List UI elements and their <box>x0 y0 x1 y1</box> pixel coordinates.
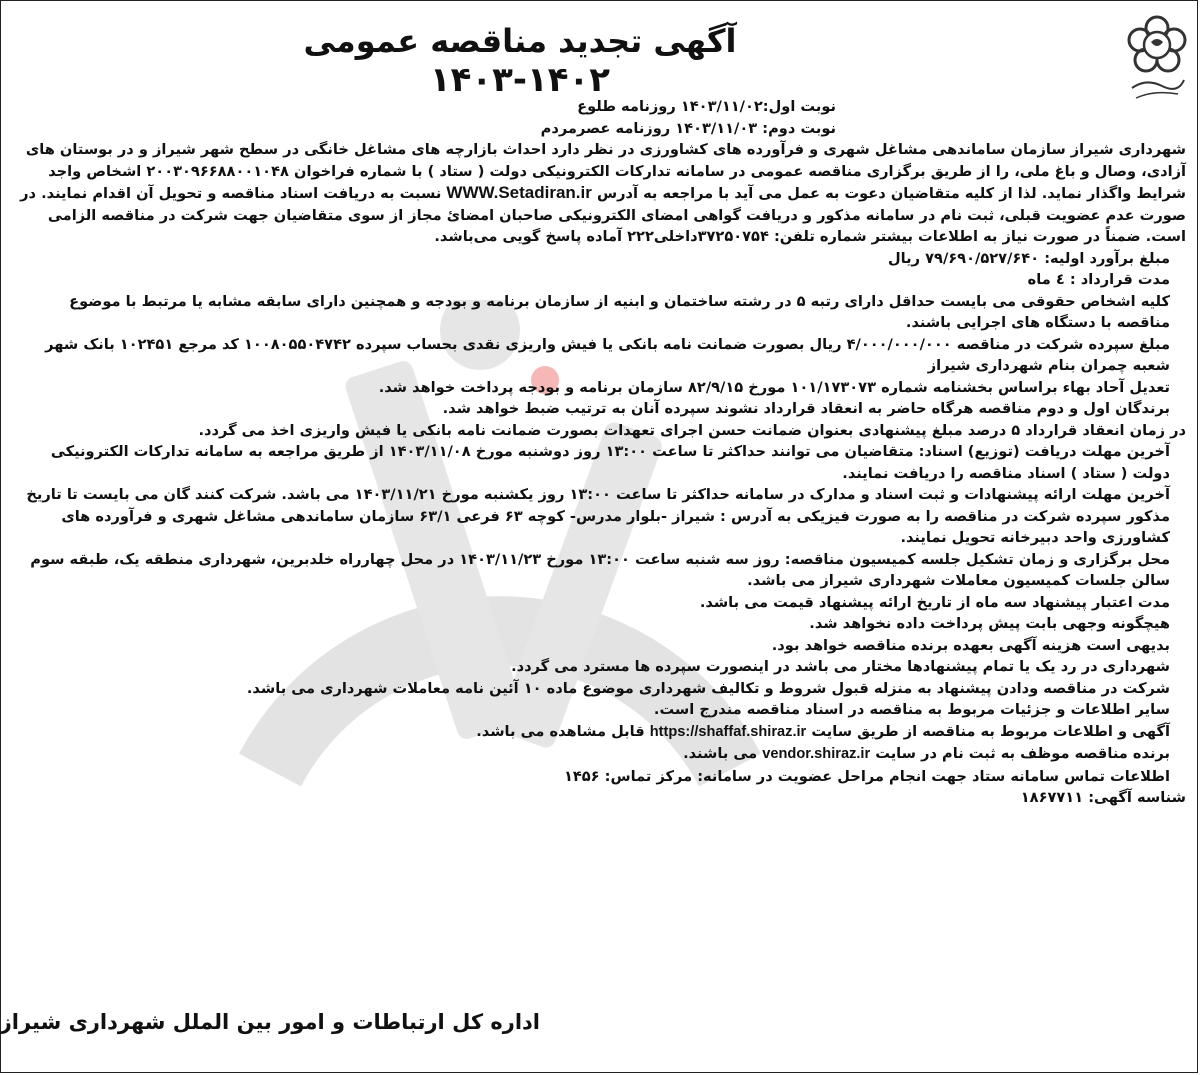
other-info-line: سایر اطلاعات و جزئیات مربوط به مناقصه در اسناد مناقصه مندرج است. <box>653 701 1170 718</box>
vendor-post: می باشند. <box>683 745 758 762</box>
signature-line: اداره کل ارتباطات و امور بین الملل شهرداری شیراز <box>0 1010 540 1034</box>
shaffaf-post: قابل مشاهده می باشد. <box>476 722 645 740</box>
estimate-line: مبلغ برآورد اولیه: ۷۹/۶۹۰/۵۲۷/۶۴۰ ریال <box>888 249 1170 267</box>
deposit-paragraph: مبلغ سپرده شرکت در مناقصه ۴/۰۰۰/۰۰۰/۰۰۰ ریال بصورت ضمانت نامه بانکی یا فیش واریزی نقدی بحساب سپرده ۱۰۰۸۰۵۵۰۴۷۴۲ کد مرجع ۱۰۲۴۵۱ بانک شهر شعبه چمران بنام شهرداری شیراز <box>45 335 1170 374</box>
ad-id-line: شناسه آگهی: ۱۸۶۷۷۱۱ <box>1020 789 1186 806</box>
opening-paragraph: محل برگزاری و زمان تشکیل جلسه کمیسیون مناقصه: روز سه شنبه ساعت ۱۳:۰۰ مورخ ۱۴۰۳/۱۱/۲۳ در محل چهارراه خلدبرین، شهرداری منطقه یک، طبقه سوم سالن جلسات کمیسیون معاملات شهرداری شیراز می باشد. <box>30 550 1170 589</box>
intro-paragraph <box>16 139 1186 248</box>
prepayment-line: هیچگونه وجهی بابت پیش پرداخت داده نخواهد شد. <box>809 615 1170 632</box>
publication-first: نوبت اول:۱۴۰۳/۱۱/۰۲ روزنامه طلوع <box>577 98 836 115</box>
submit-deadline-paragraph: آخرین مهلت ارائه پیشنهادات و ثبت اسناد و مدارک در سامانه حداکثر تا ساعت ۱۳:۰۰ روز یکشنبه مورخ ۱۴۰۳/۱۱/۲۱ می باشد. شرکت کنند گان می بایست تا تاریخ مذکور سپرده شرکت در مناقصه را به صورت فیزیکی به آدرس : شیراز -بلوار مدرس- کوچه ۶۳ فرعی ۶۳/۱ سازمان ساماندهی مشاغل شهری و فرآورده های کشاورزی واحد دبیرخانه تحویل نمایند. <box>26 486 1170 546</box>
acceptance-line: شرکت در مناقصه ودادن پیشنهاد به منزله قبول شروط و تکالیف شهرداری موضوع ماده ۱۰ آئین نامه معاملات شهرداری می باشد. <box>246 679 1170 697</box>
rejection-line: شهرداری در رد یک یا تمام پیشنهادها مختار می باشد در اینصورت سپرده ها مسترد می گردد. <box>511 658 1170 675</box>
setadiran-link[interactable]: WWW.Setadiran.ir <box>446 183 592 202</box>
shaffaf-pre: آگهی و اطلاعات مربوط به مناقصه از طریق سایت <box>811 722 1170 740</box>
contact-line: اطلاعات تماس سامانه ستاد جهت انجام مراحل عضویت در سامانه: مرکز تماس: ۱۴۵۶ <box>563 767 1170 785</box>
receive-deadline-paragraph: آخرین مهلت دریافت (توزیع) اسناد: متقاضیان می توانند حداکثر تا ساعت ۱۳:۰۰ روز دوشنبه مورخ ۱۴۰۳/۱۱/۰۸ از طریق مراجعه به سامانه تدارکات الکترونیکی دولت ( ستاد ) اسناد مناقصه را دریافت نمایند. <box>50 443 1170 482</box>
intro-text-1: شهرداری شیراز سازمان ساماندهی مشاغل شهری و فرآورده های کشاورزی در نظر دارد احداث بازارچه های مشاغل خانگی در سطح شهر شیراز و در بوستان های آزادی، وصال و باغ ملی، را از طریق برگزاری مناقصه عمومی در سامانه تدارکات الکترونیکی دولت ( ستاد ) با شماره فراخوان ۲۰۰۳۰۹۶۶۸۸۰۰۱۰۴۸ اشخاص واجد شرایط واگذار نماید. لذا از کلیه متقاضیان دعوت به عمل می آید با مراجعه به آدرس <box>25 141 1186 202</box>
shaffaf-link[interactable]: https://shaffaf.shiraz.ir <box>649 723 807 740</box>
ad-cost-line: بدیهی است هزینه آگهی بعهده برنده مناقصه خواهد بود. <box>771 636 1170 654</box>
price-adjust-line: تعدیل آحاد بهاء براساس بخشنامه شماره ۱۰۱/۱۷۳۰۷۳ مورخ ۸۲/۹/۱۵ سازمان برنامه و بودجه پرداخت خواهد شد. <box>378 378 1170 396</box>
vendor-link[interactable]: vendor.shiraz.ir <box>762 746 871 762</box>
intro-text-2: نسبت به دریافت اسناد مناقصه و تحویل آن اقدام نمایند. در صورت عدم عضویت قبلی، ثبت نام در سامانه مذکور و دریافت گواهی امضای الکترونیکی صاحبان امضائ مجاز از سوی متقاضیان جهت شرکت در مناقصه الزامی است. ضمناً در صورت نیاز به اطلاعات بیشتر شماره تلفن: ۳۷۲۵۰۷۵۴داخلی۲۲۲ آماده پاسخ گویی می‌باشد. <box>20 185 1186 245</box>
publication-second: نوبت دوم: ۱۴۰۳/۱۱/۰۳ روزنامه عصرمردم <box>540 119 836 137</box>
eligibility-paragraph: کلیه اشخاص حقوقی می بایست حداقل دارای رتبه ۵ در رشته ساختمان و ابنیه از سازمان برنامه و بودجه و همچنین دارای سابقه مشابه یا مرتبط با موضوع مناقصه با دستگاه های اجرایی باشند. <box>69 292 1170 331</box>
shaffaf-line <box>16 721 1186 744</box>
duration-line: مدت قرارداد : ٤ ماه <box>1027 271 1170 288</box>
shiraz-municipality-logo <box>1126 10 1188 106</box>
vendor-pre: برنده مناقصه موظف به ثبت نام در سایت <box>875 745 1170 762</box>
winners-line: برندگان اول و دوم مناقصه هرگاه حاضر به انعقاد قرارداد نشوند سپرده آنان به ترتیب ضبط خواهد شد. <box>442 400 1170 417</box>
vendor-line <box>16 743 1186 766</box>
notice-body <box>16 96 1186 809</box>
notice-year-range: ۱۴۰۳-۱۴۰۲ <box>429 60 611 100</box>
guarantee-line: در زمان انعقاد قرارداد ۵ درصد مبلغ پیشنهادی بعنوان ضمانت حسن اجرای تعهدات بصورت ضمانت نامه بانکی یا فیش واریزی اخذ می گردد. <box>198 421 1186 439</box>
notice-title: آگهی تجدید مناقصه عمومی <box>303 22 737 60</box>
validity-line: مدت اعتبار پیشنهاد سه ماه از تاریخ ارائه پیشنهاد قیمت می باشد. <box>699 593 1170 611</box>
